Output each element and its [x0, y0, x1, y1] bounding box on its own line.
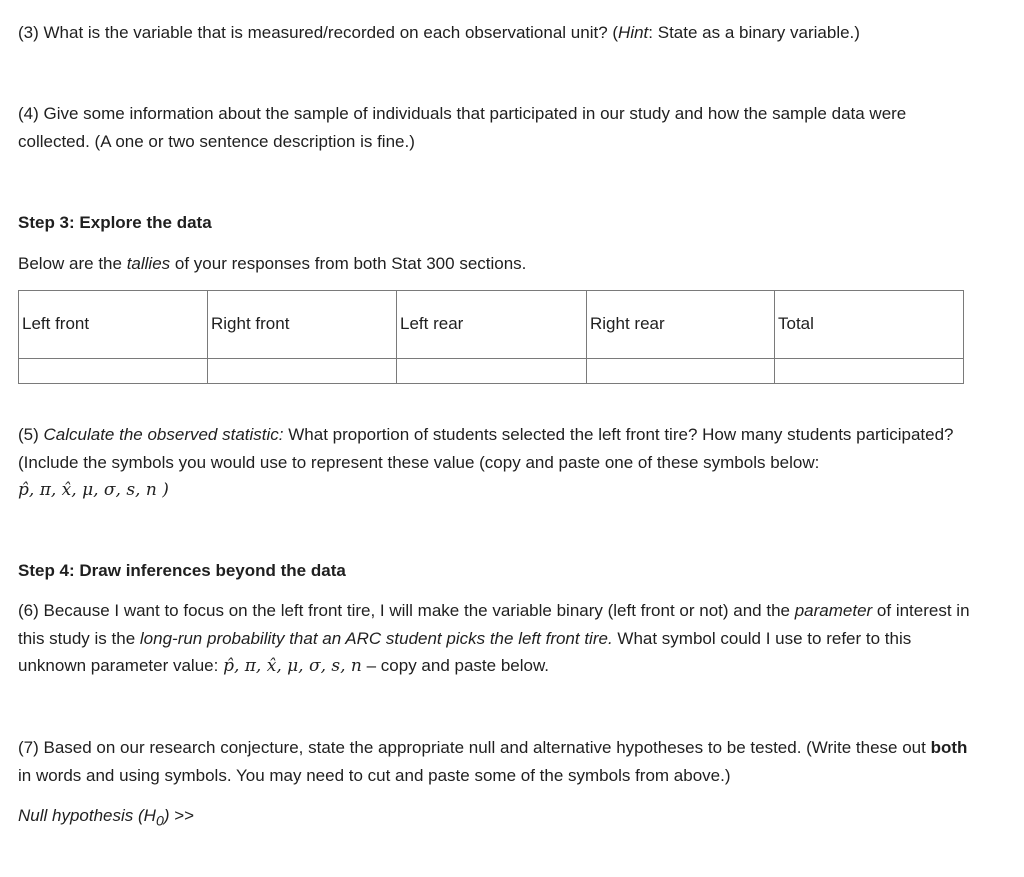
header-total: Total	[775, 291, 964, 359]
hint-text: : State as a binary variable.)	[648, 23, 860, 42]
question-7	[18, 734, 978, 789]
cell-right-rear[interactable]	[587, 359, 775, 384]
null-hypothesis-label-close: )	[163, 806, 170, 825]
tally-value-row	[19, 359, 964, 384]
question-5	[18, 421, 978, 505]
null-hypothesis-prompt[interactable]	[18, 802, 194, 836]
null-hypothesis-arrow: >>	[169, 806, 195, 825]
symbol-list: p̂, π, x̂, μ, σ, s, n )	[18, 480, 169, 500]
question-5-text	[18, 421, 978, 476]
question-6-emphasis-probability: long-run probability that an ARC student picks the left front tire.	[139, 628, 613, 648]
question-5-number: (5)	[18, 425, 44, 444]
question-6-part1: (6) Because I want to focus on the left front tire, I will make the variable binary (left front or not) and the	[18, 601, 795, 620]
question-6-symbols: p̂, π, x̂, μ, σ, s, n	[223, 656, 362, 676]
header-right-rear: Right rear	[587, 291, 775, 359]
tally-intro-emphasis: tallies	[126, 254, 171, 273]
question-7-part1: (7) Based on our research conjecture, state the appropriate null and alternative hypotheses to be tested. (Write these out	[18, 738, 931, 757]
cell-total[interactable]	[775, 359, 964, 384]
question-3	[18, 19, 860, 47]
question-5-emphasis: Calculate the observed statistic:	[43, 425, 284, 444]
tally-table	[18, 290, 964, 384]
tally-header-row	[19, 291, 964, 359]
header-left-front: Left front	[19, 291, 208, 359]
question-6-part3: What symbol could I use to refer to this unknown parameter value:	[18, 628, 912, 675]
question-3-lead: (3) What is the variable that is measured/recorded on each observational unit? (	[18, 23, 619, 42]
cell-left-rear[interactable]	[397, 359, 587, 384]
step-3-heading: Step 3: Explore the data	[18, 213, 212, 232]
tally-intro-after: of your responses from both Stat 300 sections.	[170, 254, 527, 273]
question-6-emphasis-parameter: parameter	[794, 601, 873, 620]
question-7-part2: in words and using symbols. You may need to cut and paste some of the symbols from above.)	[18, 765, 731, 785]
question-6-part2: of interest in this study is the	[18, 601, 970, 648]
tally-intro-before: Below are the	[18, 254, 127, 273]
null-hypothesis-label	[18, 806, 170, 830]
null-hypothesis-label-text: Null hypothesis (H	[18, 806, 156, 825]
question-4: (4) Give some information about the sample of individuals that participated in our study and how the sample data were collected. (A one or two sentence description is fine.)	[18, 104, 907, 151]
hint-label: Hint	[618, 23, 649, 42]
question-6	[18, 597, 978, 681]
header-right-front: Right front	[208, 291, 397, 359]
cell-right-front[interactable]	[208, 359, 397, 384]
question-5-body: What proportion of students selected the left front tire? How many students participated? (Include the symbols you would use to represent these value (copy and paste one of these symbols below:	[18, 425, 954, 472]
step-4-heading: Step 4: Draw inferences beyond the data	[18, 561, 346, 580]
tally-intro	[18, 250, 526, 278]
header-left-rear: Left rear	[397, 291, 587, 359]
null-hypothesis-subscript: 0	[155, 813, 164, 830]
question-6-part4: – copy and paste below.	[361, 656, 550, 675]
cell-left-front[interactable]	[19, 359, 208, 384]
question-7-bold: both	[930, 738, 968, 757]
question-5-symbols-line	[18, 476, 978, 505]
